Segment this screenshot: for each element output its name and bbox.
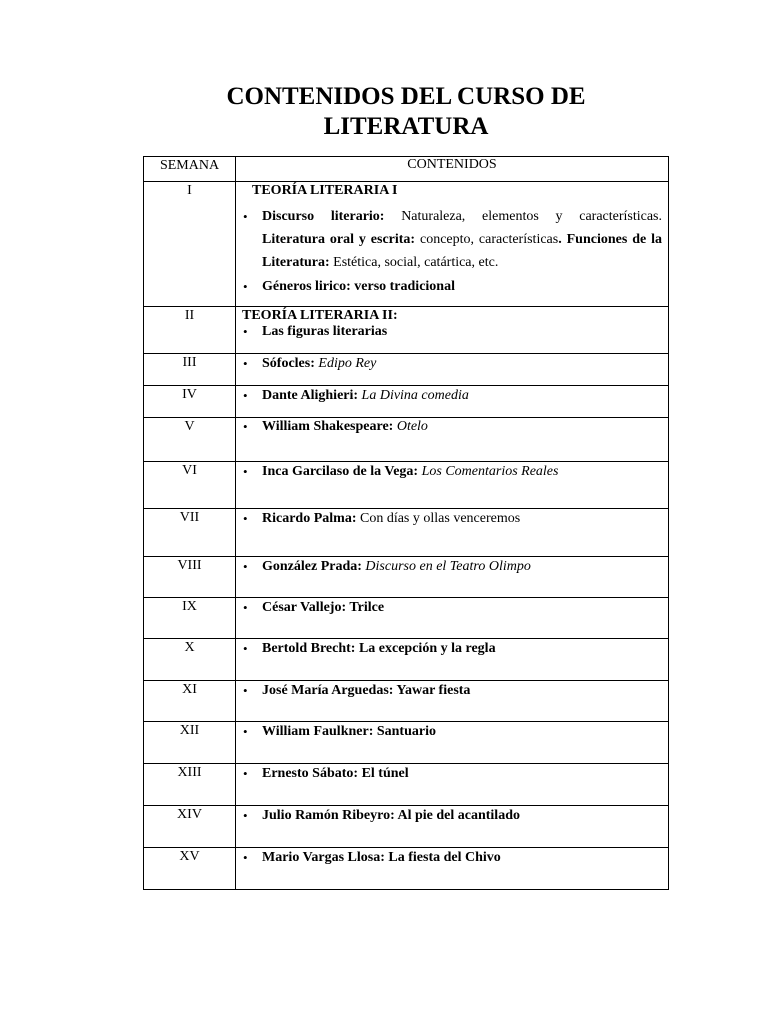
bullet-icon: • — [243, 324, 248, 339]
list-item — [242, 510, 662, 528]
bullet-icon: • — [243, 464, 248, 479]
work-title: La Divina comedia — [358, 388, 469, 403]
work-title: Edipo Rey — [314, 356, 377, 371]
week-contents — [236, 182, 669, 307]
week-contents — [236, 509, 669, 557]
list-item — [242, 275, 662, 298]
table-row — [144, 722, 669, 764]
author-name: González Prada: — [262, 559, 362, 574]
week-number: IX — [144, 598, 236, 639]
author-name: Dante Alighieri: — [262, 388, 359, 403]
work-title: Discurso en el Teatro Olimpo — [361, 559, 531, 574]
author-name: William Shakespeare: — [262, 419, 394, 434]
bullet-icon: • — [243, 683, 248, 698]
author-name: Sófocles: — [262, 356, 315, 371]
topic-heading: . Funciones de la Literatura: — [262, 232, 662, 270]
topic-list — [242, 640, 662, 658]
topic-list — [242, 323, 662, 340]
list-item — [242, 558, 662, 576]
topic-heading: Las figuras literarias — [262, 324, 388, 339]
topic-list — [242, 463, 662, 481]
syllabus-table — [143, 156, 669, 890]
topic-list — [242, 682, 662, 700]
author-name: Mario Vargas Llosa: — [262, 850, 385, 865]
list-item — [242, 463, 662, 481]
topic-text: Estética, social, catártica, etc. — [329, 255, 499, 270]
page-title-line-2: LITERATURA — [323, 113, 489, 140]
week-number: XIII — [144, 764, 236, 806]
week-contents — [236, 722, 669, 764]
list-item — [242, 682, 662, 700]
list-item — [242, 387, 662, 405]
page-title-line-1: CONTENIDOS DEL CURSO DE — [226, 83, 586, 110]
bullet-icon: • — [243, 388, 248, 403]
week-contents — [236, 848, 669, 890]
week-contents — [236, 557, 669, 598]
table-row — [144, 509, 669, 557]
week-contents — [236, 598, 669, 639]
work-title: Trilce — [346, 600, 385, 615]
week-number: VI — [144, 462, 236, 509]
week-number: III — [144, 354, 236, 386]
author-name: Julio Ramón Ribeyro: — [262, 808, 395, 823]
list-item — [242, 205, 662, 274]
author-name: César Vallejo: — [262, 600, 347, 615]
table-row — [144, 307, 669, 354]
header-week: SEMANA — [144, 157, 236, 182]
table-row — [144, 764, 669, 806]
bullet-icon: • — [243, 724, 248, 739]
week-contents — [236, 354, 669, 386]
list-item — [242, 599, 662, 617]
bullet-icon: • — [243, 766, 248, 781]
week-contents — [236, 307, 669, 354]
week-number: V — [144, 418, 236, 462]
bullet-icon: • — [243, 356, 248, 371]
section-title: TEORÍA LITERARIA II: — [242, 308, 398, 323]
week-contents — [236, 418, 669, 462]
list-item — [242, 849, 662, 867]
list-item — [242, 765, 662, 783]
table-row — [144, 182, 669, 307]
topic-list — [242, 205, 662, 298]
topic-list — [242, 849, 662, 867]
topic-list — [242, 723, 662, 741]
table-row — [144, 418, 669, 462]
work-title: Los Comentarios Reales — [418, 464, 559, 479]
section-title: TEORÍA LITERARIA I — [252, 183, 398, 198]
week-contents — [236, 764, 669, 806]
week-number: I — [144, 182, 236, 307]
week-number: II — [144, 307, 236, 354]
topic-list — [242, 355, 662, 373]
topic-text: Naturaleza, elementos y características. — [384, 209, 662, 224]
bullet-icon: • — [243, 209, 248, 224]
week-number: VII — [144, 509, 236, 557]
work-title: La fiesta del Chivo — [384, 850, 501, 865]
work-title: Con días y ollas venceremos — [356, 511, 521, 526]
topic-list — [242, 418, 662, 436]
table-row — [144, 806, 669, 848]
topic-list — [242, 558, 662, 576]
list-item — [242, 723, 662, 741]
page-title — [143, 82, 669, 142]
table-row — [144, 462, 669, 509]
work-title: Yawar fiesta — [393, 683, 471, 698]
author-name: William Faulkner: — [262, 724, 374, 739]
work-title: El túnel — [358, 766, 409, 781]
bullet-icon: • — [243, 419, 248, 434]
topic-list — [242, 807, 662, 825]
week-number: X — [144, 639, 236, 681]
work-title: Otelo — [393, 419, 428, 434]
work-title: La excepción y la regla — [355, 641, 496, 656]
week-number: XV — [144, 848, 236, 890]
bullet-icon: • — [243, 511, 248, 526]
author-name: Ricardo Palma: — [262, 511, 357, 526]
week-contents — [236, 639, 669, 681]
list-item — [242, 418, 662, 436]
author-name: Inca Garcilaso de la Vega: — [262, 464, 419, 479]
week-number: XIV — [144, 806, 236, 848]
week-number: XI — [144, 681, 236, 722]
bullet-icon: • — [243, 600, 248, 615]
header-contents: CONTENIDOS — [236, 157, 669, 182]
bullet-icon: • — [243, 850, 248, 865]
list-item — [242, 640, 662, 658]
topic-list — [242, 765, 662, 783]
table-row — [144, 639, 669, 681]
work-title: Santuario — [373, 724, 436, 739]
author-name: Bertold Brecht: — [262, 641, 356, 656]
table-row — [144, 598, 669, 639]
week-number: XII — [144, 722, 236, 764]
list-item — [242, 807, 662, 825]
topic-list — [242, 387, 662, 405]
week-contents — [236, 681, 669, 722]
topic-heading: Discurso literario: — [262, 209, 385, 224]
topic-heading: Literatura oral y escrita: — [262, 232, 416, 247]
week-contents — [236, 462, 669, 509]
week-contents — [236, 386, 669, 418]
topic-heading: Géneros lirico: verso tradicional — [262, 279, 455, 294]
table-row — [144, 848, 669, 890]
table-row — [144, 681, 669, 722]
bullet-icon: • — [243, 808, 248, 823]
table-header-row — [144, 157, 669, 182]
week-number: VIII — [144, 557, 236, 598]
week-number: IV — [144, 386, 236, 418]
list-item — [242, 355, 662, 373]
topic-list — [242, 599, 662, 617]
topic-text: concepto, características — [415, 232, 559, 247]
work-title: Al pie del acantilado — [394, 808, 520, 823]
week-contents — [236, 806, 669, 848]
bullet-icon: • — [243, 279, 248, 294]
author-name: Ernesto Sábato: — [262, 766, 359, 781]
table-row — [144, 354, 669, 386]
author-name: José María Arguedas: — [262, 683, 394, 698]
table-row — [144, 386, 669, 418]
bullet-icon: • — [243, 641, 248, 656]
list-item — [242, 323, 662, 340]
topic-list — [242, 510, 662, 528]
table-row — [144, 557, 669, 598]
bullet-icon: • — [243, 559, 248, 574]
